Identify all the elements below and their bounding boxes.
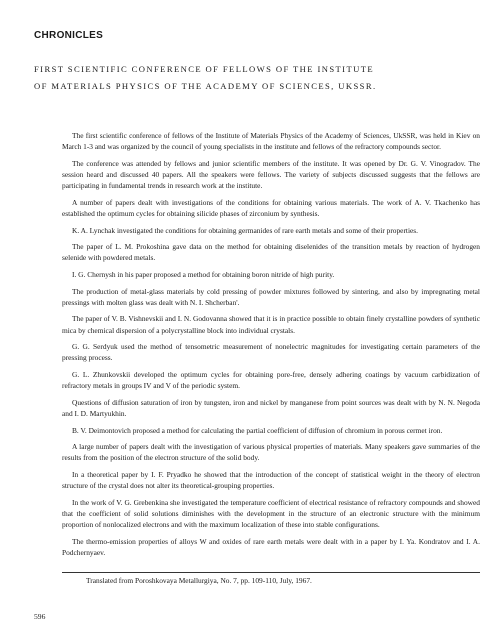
page-number: 596: [34, 612, 46, 621]
paragraph: The production of metal-glass materials by cold pressing of powder mixtures followed by sintering, and also by impregnating metal pressings with molten glass was dealt with N. I. Shcherban'.: [62, 286, 480, 307]
paragraph: Questions of diffusion saturation of iron by tungsten, iron and nickel by manganese from point sources was dealt with by N. N. Negoda and I. D. Martyukhin.: [62, 397, 480, 418]
paragraph: The conference was attended by fellows and junior scientific members of the institute. It was opened by Dr. G. V. Vinogradov. The session heard and discussed 40 papers. All the speakers were fellows. The variety of subjects discussed suggests that the fellows are participating in fundamental trends in research work at the institute.: [62, 158, 480, 191]
paragraph: K. A. Lynchak investigated the conditions for obtaining germanides of rare earth metals and some of their properties.: [72, 225, 419, 235]
paragraph: A number of papers dealt with investigations of the conditions for obtaining various materials. The work of A. V. Tkachenko has established the optimum cycles for obtaining silicide phases of zirconium by synthesis.: [62, 197, 480, 218]
article-body: [62, 130, 480, 564]
title-line: FIRST SCIENTIFIC CONFERENCE OF FELLOWS OF THE INSTITUTE: [34, 64, 374, 74]
paragraph: B. V. Deimontovich proposed a method for calculating the partial coefficient of diffusion of chromium in porous cermet iron.: [72, 425, 443, 435]
paragraph: G. G. Serdyuk used the method of tensometric measurement of nonelectric magnitudes for investigating certain parameters of the pressing process.: [62, 342, 480, 363]
paragraph: The thermo-emission properties of alloys W and oxides of rare earth metals were dealt with in a paper by I. Ya. Kondratov and I. A. Podchernyaev.: [62, 536, 480, 557]
paragraph: The paper of V. B. Vishnevskii and I. N. Godovanna showed that it is in practice possible to obtain finely crystalline powders of synthetic mica by chemical dispersion of a polycrystalline block into individual crystals.: [62, 314, 480, 335]
paragraph: In a theoretical paper by I. F. Pryadko he showed that the introduction of the concept of statistical weight in the theory of electron structure of the crystal does not alter its theoretical-grouping properties.: [62, 469, 480, 491]
paragraph: The first scientific conference of fellows of the Institute of Materials Physics of the Academy of Sciences, UkSSR, was held in Kiev on March 1-3 and was organized by the council of young specialists in the institute and fellows of the refractory compounds sector.: [62, 131, 480, 152]
footnote-divider: [62, 572, 480, 573]
section-heading: CHRONICLES: [34, 30, 104, 41]
paragraph: A large number of papers dealt with the investigation of various physical properties of materials. Many speakers gave summaries of the results from the position of the electron structure of the solid body.: [62, 442, 480, 463]
paragraph: G. L. Zhunkovskii developed the optimum cycles for obtaining pore-free, densely adhering coatings by vacuum carbidization of refractory metals in groups IV and V of the periodic system.: [62, 369, 480, 391]
title-line: OF MATERIALS PHYSICS OF THE ACADEMY OF SCIENCES, UKSSR.: [34, 81, 377, 91]
article-title: [34, 61, 474, 95]
translation-footnote: Translated from Poroshkovaya Metallurgiya, No. 7, pp. 109-110, July, 1967.: [86, 576, 312, 585]
paragraph: The paper of L. M. Prokoshina gave data on the method for obtaining diselenides of the transition metals by reaction of hydrogen selenide with powdered metals.: [62, 242, 480, 263]
paragraph: I. G. Chernysh in his paper proposed a method for obtaining boron nitride of high purity.: [72, 269, 335, 279]
paragraph: In the work of V. G. Grebenkina she investigated the temperature coefficient of electrical resistance of refractory compounds and showed that the coefficient of solid solutions diminishes with the development in the structure of an electronic structure with the minimum proportion of nonlocalized electrons and with the maximum localization of these into stable configurations.: [62, 497, 480, 530]
